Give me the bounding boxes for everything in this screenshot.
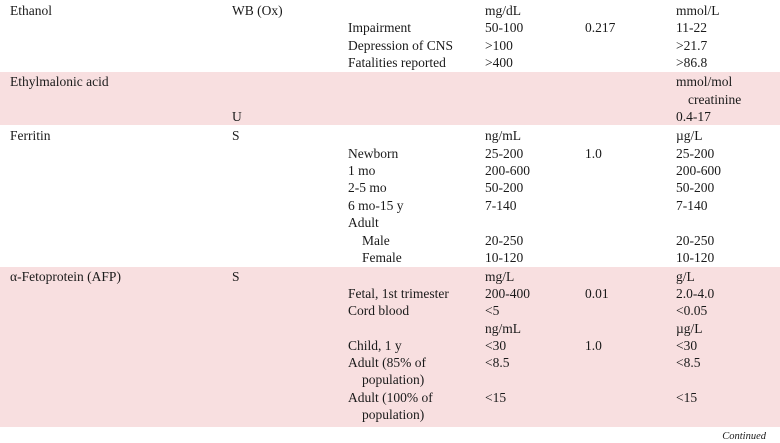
conventional-unit: mg/L [485, 269, 515, 284]
conventional-value: 50-200 [485, 180, 524, 195]
si-unit: g/L [676, 269, 695, 284]
conventional-value: 20-250 [485, 233, 524, 248]
range-label: Adult (100% of [348, 390, 433, 405]
si-value: <8.5 [676, 355, 701, 370]
conventional-value: 200-400 [485, 286, 530, 301]
range-label: Male [362, 233, 390, 248]
range-label: Child, 1 y [348, 338, 402, 353]
si-value: 20-250 [676, 233, 715, 248]
specimen: U [232, 109, 242, 124]
ethanol-section [0, 0, 780, 72]
si-value: <0.05 [676, 303, 708, 318]
conventional-value: >100 [485, 38, 513, 53]
conventional-value: <5 [485, 303, 500, 318]
range-label: Newborn [348, 146, 399, 161]
conventional-unit: mg/dL [485, 3, 521, 18]
conventional-value: 200-600 [485, 163, 530, 178]
si-value: <15 [676, 390, 698, 405]
conversion-factor: 0.01 [585, 286, 609, 301]
conventional-value: 50-100 [485, 20, 524, 35]
si-value: 11-22 [676, 20, 707, 35]
conventional-value: 7-140 [485, 198, 517, 213]
si-unit: mmol/L [676, 3, 720, 18]
conventional-value: 25-200 [485, 146, 524, 161]
range-label: Fatalities reported [348, 55, 446, 70]
si-unit-continuation: creatinine [688, 92, 742, 107]
si-value: 7-140 [676, 198, 708, 213]
si-value: 10-120 [676, 250, 715, 265]
analyte-name: Ethylmalonic acid [10, 74, 109, 89]
conversion-factor: 1.0 [585, 338, 602, 353]
conventional-value: <8.5 [485, 355, 510, 370]
range-label: Impairment [348, 20, 411, 35]
specimen: WB (Ox) [232, 3, 283, 18]
conventional-unit: ng/mL [485, 128, 521, 143]
si-value: 0.4-17 [676, 109, 711, 124]
specimen: S [232, 269, 240, 284]
si-unit: µg/L [676, 128, 703, 143]
ferritin-section [0, 126, 780, 267]
specimen: S [232, 128, 240, 143]
group-label: Adult [348, 215, 379, 230]
analyte-name: α-Fetoprotein (AFP) [10, 269, 121, 284]
afp-section [0, 267, 780, 427]
conversion-factor: 0.217 [585, 20, 616, 35]
range-label: Fetal, 1st trimester [348, 286, 449, 301]
range-label: 6 mo-15 y [348, 198, 404, 213]
range-label: Female [362, 250, 402, 265]
conventional-unit: ng/mL [485, 321, 521, 336]
si-value: >86.8 [676, 55, 708, 70]
conventional-value: 10-120 [485, 250, 524, 265]
ethylmalonic-acid-section [0, 72, 780, 126]
si-value: 50-200 [676, 180, 715, 195]
conventional-value: <15 [485, 390, 507, 405]
range-label: Cord blood [348, 303, 410, 318]
si-value: 2.0-4.0 [676, 286, 715, 301]
si-unit: µg/L [676, 321, 703, 336]
continued-note: Continued [722, 431, 766, 442]
si-unit: mmol/mol [676, 74, 733, 89]
conventional-value: <30 [485, 338, 507, 353]
range-label: 2-5 mo [348, 180, 387, 195]
range-label: Adult (85% of [348, 355, 426, 370]
si-value: <30 [676, 338, 698, 353]
si-value: 25-200 [676, 146, 715, 161]
conventional-value: >400 [485, 55, 513, 70]
range-label: Depression of CNS [348, 38, 453, 53]
range-label-continuation: population) [362, 407, 425, 422]
si-value: >21.7 [676, 38, 708, 53]
range-label: 1 mo [348, 163, 376, 178]
si-value: 200-600 [676, 163, 721, 178]
analyte-name: Ethanol [10, 3, 52, 18]
range-label-continuation: population) [362, 372, 425, 387]
analyte-name: Ferritin [10, 128, 51, 143]
conversion-factor: 1.0 [585, 146, 602, 161]
